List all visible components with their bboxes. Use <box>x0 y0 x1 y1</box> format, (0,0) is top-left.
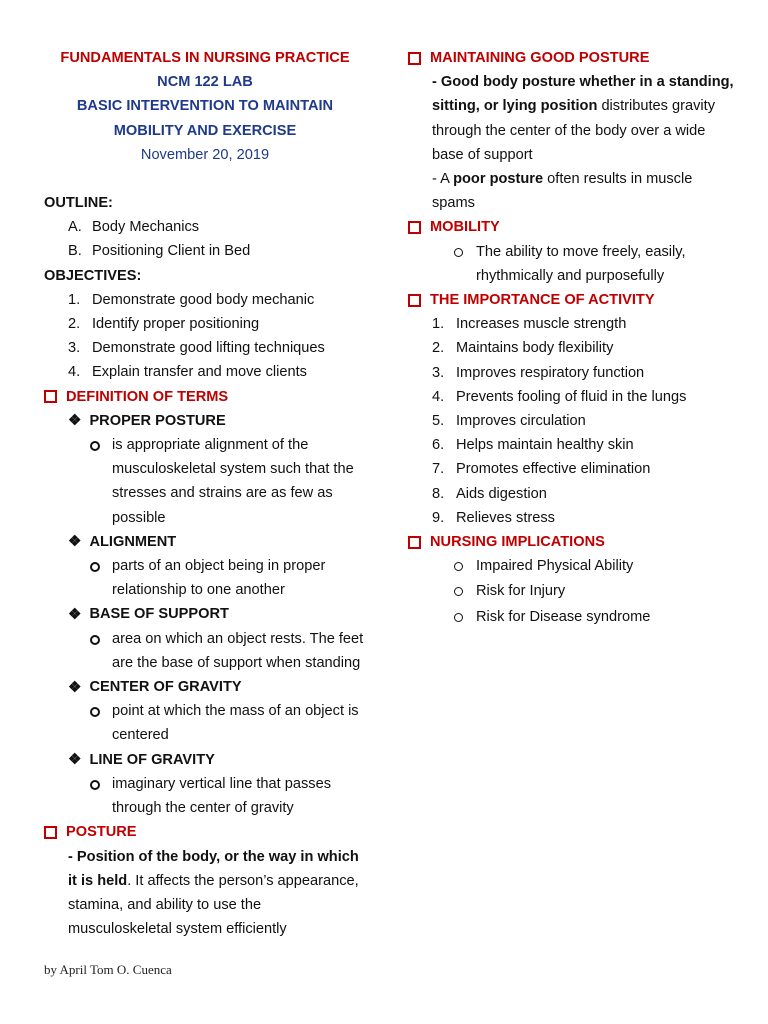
outline-item-num: A. <box>68 219 82 236</box>
term-definition: point at which the mass of an object is centered <box>44 699 366 747</box>
term-definition: parts of an object being in proper relationship to one another <box>44 554 366 602</box>
mobility-heading: MOBILITY <box>408 215 738 239</box>
objective-num: 3. <box>68 340 81 357</box>
bold-ring-icon <box>90 441 100 451</box>
term-base-of-support: ❖ BASE OF SUPPORT <box>68 606 229 624</box>
activity-item <box>408 385 738 409</box>
diamond-four-petal-icon: ❖ <box>68 606 82 624</box>
posture-heading: POSTURE <box>44 820 366 844</box>
author-footer: by April Tom O. Cuenca <box>44 962 172 977</box>
activity-num: 7. <box>432 461 445 478</box>
objective-num: 1. <box>68 291 81 308</box>
term-proper-posture: ❖ PROPER POSTURE <box>68 412 226 430</box>
poor-posture-paragraph: - A poor posture often results in muscle spams <box>432 171 693 212</box>
activity-item <box>408 361 738 385</box>
right-column <box>408 46 738 630</box>
objective-text: Identify proper positioning <box>92 316 260 333</box>
document-date: November 20, 2019 <box>140 146 270 163</box>
activity-num: 3. <box>432 364 445 381</box>
good-posture-paragraph: - Good body posture whether in a standing, sitting, or lying position distributes gravity through the center of the body over a wide base of support <box>432 74 734 163</box>
objective-item <box>44 336 366 360</box>
activity-item <box>408 336 738 360</box>
activity-num: 4. <box>432 388 445 405</box>
activity-item <box>408 482 738 506</box>
definitions-heading: DEFINITION OF TERMS <box>44 385 366 409</box>
activity-num: 2. <box>432 340 445 357</box>
activity-num: 6. <box>432 437 445 454</box>
objective-item <box>44 288 366 312</box>
term-line-of-gravity: ❖ LINE OF GRAVITY <box>68 751 215 769</box>
activity-text: Relieves stress <box>456 509 555 526</box>
activity-item <box>408 433 738 457</box>
good-posture-heading: MAINTAINING GOOD POSTURE <box>408 46 738 70</box>
outline-heading: OUTLINE: <box>44 195 113 212</box>
implications-heading: NURSING IMPLICATIONS <box>408 530 738 554</box>
thin-ring-icon <box>454 613 463 622</box>
checkbox-square-icon <box>408 221 421 234</box>
checkbox-square-icon <box>408 52 421 65</box>
implication-item: Impaired Physical Ability <box>408 554 738 579</box>
checkbox-square-icon <box>44 826 57 839</box>
activity-text: Improves circulation <box>456 413 586 430</box>
diamond-four-petal-icon: ❖ <box>68 533 82 551</box>
activity-num: 1. <box>432 316 445 333</box>
objective-num: 2. <box>68 316 81 333</box>
bold-ring-icon <box>90 562 100 572</box>
activity-text: Improves respiratory function <box>456 364 645 381</box>
activity-text: Increases muscle strength <box>456 316 627 333</box>
outline-item-text: Positioning Client in Bed <box>92 243 251 260</box>
objective-text: Explain transfer and move clients <box>92 364 307 381</box>
diamond-four-petal-icon: ❖ <box>68 412 82 430</box>
outline-item-num: B. <box>68 243 82 260</box>
diamond-four-petal-icon: ❖ <box>68 678 82 696</box>
activity-item <box>408 409 738 433</box>
bold-ring-icon <box>90 780 100 790</box>
objective-item <box>44 360 366 384</box>
implication-item: Risk for Disease syndrome <box>408 605 738 630</box>
activity-num: 5. <box>432 413 445 430</box>
mobility-item: The ability to move freely, easily, rhythmically and purposefully <box>408 240 738 288</box>
activity-text: Aids digestion <box>456 485 547 502</box>
term-definition: area on which an object rests. The feet are the base of support when standing <box>44 627 366 675</box>
activity-item <box>408 506 738 530</box>
thin-ring-icon <box>454 587 463 596</box>
activity-text: Promotes effective elimination <box>456 461 651 478</box>
thin-ring-icon <box>454 562 463 571</box>
course-code: NCM 122 LAB <box>157 74 253 91</box>
diamond-four-petal-icon: ❖ <box>68 751 82 769</box>
checkbox-square-icon <box>408 294 421 307</box>
objectives-heading: OBJECTIVES: <box>44 267 142 284</box>
activity-num: 8. <box>432 485 445 502</box>
bold-ring-icon <box>90 635 100 645</box>
activity-text: Prevents fooling of fluid in the lungs <box>456 388 687 405</box>
term-center-of-gravity: ❖ CENTER OF GRAVITY <box>68 678 242 696</box>
activity-text: Helps maintain healthy skin <box>456 437 634 454</box>
checkbox-square-icon <box>408 536 421 549</box>
term-definition: imaginary vertical line that passes through the center of gravity <box>44 772 366 820</box>
activity-item <box>408 312 738 336</box>
objective-text: Demonstrate good body mechanic <box>92 291 315 308</box>
checkbox-square-icon <box>44 390 57 403</box>
left-column <box>44 46 366 941</box>
objective-item <box>44 312 366 336</box>
posture-paragraph: - Position of the body, or the way in which it is held. It affects the person’s appearance, stamina, and ability to use the musculoskeletal system efficiently <box>68 848 359 938</box>
activity-heading: THE IMPORTANCE OF ACTIVITY <box>408 288 738 312</box>
topic-line-2: MOBILITY AND EXERCISE <box>113 122 297 139</box>
objective-text: Demonstrate good lifting techniques <box>92 340 325 357</box>
outline-item <box>44 215 366 239</box>
outline-item <box>44 239 366 263</box>
term-alignment: ❖ ALIGNMENT <box>68 533 177 551</box>
thin-ring-icon <box>454 248 463 257</box>
implication-item: Risk for Injury <box>408 579 738 604</box>
topic-line-1: BASIC INTERVENTION TO MAINTAIN <box>76 98 334 115</box>
activity-text: Maintains body flexibility <box>456 340 614 357</box>
document-title: FUNDAMENTALS IN NURSING PRACTICE <box>60 50 350 66</box>
term-definition: is appropriate alignment of the musculoskeletal system such that the stresses and strains are as few as possible <box>44 433 366 530</box>
activity-item <box>408 457 738 481</box>
bold-ring-icon <box>90 707 100 717</box>
outline-item-text: Body Mechanics <box>92 219 200 236</box>
objective-num: 4. <box>68 364 81 381</box>
activity-num: 9. <box>432 509 445 526</box>
